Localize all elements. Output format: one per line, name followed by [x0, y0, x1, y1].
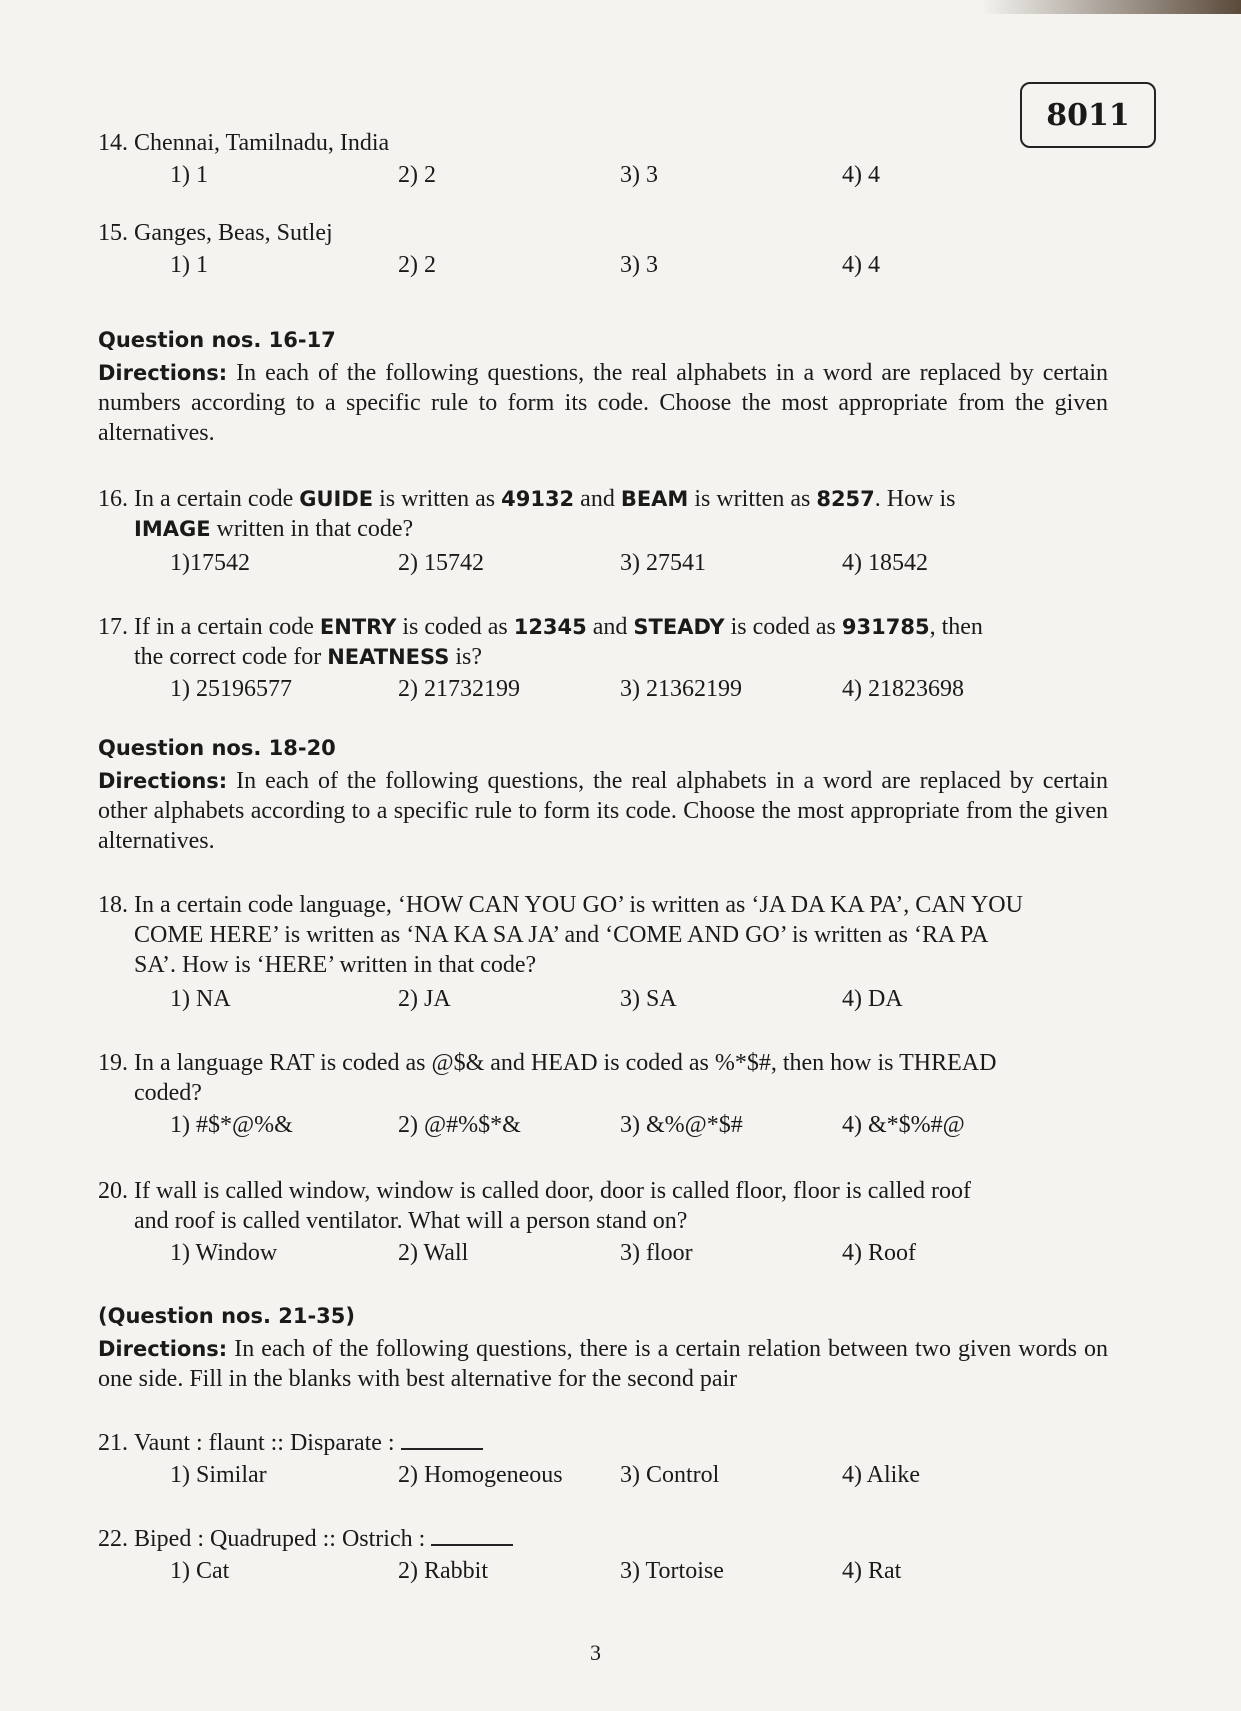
text-part: is? [449, 644, 482, 670]
directions-text: In each of the following questions, there is a certain relation between two given words on one side. Fill in the blanks with best alternative for the second pair [98, 1336, 1108, 1392]
options-20 [170, 1240, 1150, 1272]
keyword: BEAM [620, 487, 689, 511]
question-number: 17. [98, 614, 128, 640]
text-part: and [586, 614, 634, 640]
question-17 [98, 612, 1098, 672]
text-part: and [574, 486, 621, 512]
question-21 [98, 1428, 1098, 1458]
text-part: is coded as [724, 614, 842, 640]
question-text: Vaunt : flaunt :: Disparate : [134, 1430, 395, 1456]
question-text: Biped : Quadruped :: Ostrich : [134, 1526, 426, 1552]
options-15 [170, 252, 1150, 284]
question-number: 15. [98, 220, 128, 246]
option-3[interactable]: 3) 27541 [620, 550, 706, 576]
question-line: In a certain code language, ‘HOW CAN YOU GO’ is written as ‘JA DA KA PA’, CAN YOU [134, 892, 1023, 918]
option-4[interactable]: 4) Rat [842, 1558, 902, 1584]
option-1[interactable]: 1) Window [170, 1240, 278, 1266]
option-2[interactable]: 2) 2 [398, 162, 436, 188]
section-heading: (Question nos. 21-35) [98, 1304, 355, 1328]
option-4[interactable]: 4) Roof [842, 1240, 916, 1266]
option-1[interactable]: 1)17542 [170, 550, 250, 576]
question-line: COME HERE’ is written as ‘NA KA SA JA’ and ‘COME AND GO’ is written as ‘RA PA [134, 922, 989, 948]
question-text: Ganges, Beas, Sutlej [134, 220, 333, 246]
option-3[interactable]: 3) Tortoise [620, 1558, 724, 1584]
option-2[interactable]: 2) 21732199 [398, 676, 520, 702]
text-part: If in a certain code [134, 614, 320, 640]
keyword: STEADY [633, 615, 725, 639]
options-21 [170, 1462, 1150, 1494]
options-22 [170, 1558, 1150, 1590]
question-continuation [98, 642, 1098, 672]
option-4[interactable]: 4) 4 [842, 252, 880, 278]
option-2[interactable]: 2) JA [398, 986, 451, 1012]
section-heading: Question nos. 18-20 [98, 736, 336, 760]
question-number: 22. [98, 1526, 128, 1552]
keyword: 12345 [513, 615, 587, 639]
option-3[interactable]: 3) 3 [620, 162, 658, 188]
answer-blank [431, 1524, 513, 1546]
option-4[interactable]: 4) 4 [842, 162, 880, 188]
text-part: written in that code? [210, 516, 414, 542]
section-heading: Question nos. 16-17 [98, 328, 336, 352]
section-directions [98, 766, 1108, 856]
text-part: , then [929, 614, 983, 640]
option-4[interactable]: 4) &*$%#@ [842, 1112, 965, 1138]
section-directions [98, 358, 1108, 448]
option-3[interactable]: 3) SA [620, 986, 677, 1012]
question-line: In a language RAT is coded as @$& and HEAD is coded as %*$#, then how is THREAD [134, 1050, 997, 1076]
option-4[interactable]: 4) DA [842, 986, 903, 1012]
option-2[interactable]: 2) Wall [398, 1240, 469, 1266]
question-15 [98, 218, 1098, 248]
option-1[interactable]: 1) 1 [170, 252, 208, 278]
question-number: 14. [98, 130, 128, 156]
question-14 [98, 128, 1098, 158]
text-part: . How is [874, 486, 956, 512]
option-1[interactable]: 1) 25196577 [170, 676, 292, 702]
text-part: is written as [373, 486, 502, 512]
option-3[interactable]: 3) Control [620, 1462, 720, 1488]
option-2[interactable]: 2) @#%$*& [398, 1112, 521, 1138]
answer-blank [401, 1428, 483, 1450]
question-number: 18. [98, 892, 128, 918]
options-17 [170, 676, 1150, 708]
question-line: and roof is called ventilator. What will a person stand on? [134, 1208, 688, 1234]
option-1[interactable]: 1) 1 [170, 162, 208, 188]
section-directions [98, 1334, 1108, 1394]
keyword: ENTRY [319, 615, 397, 639]
question-number: 20. [98, 1178, 128, 1204]
text-part: the correct code for [134, 644, 328, 670]
options-14 [170, 162, 1150, 194]
question-text: Chennai, Tamilnadu, India [134, 130, 390, 156]
question-line: SA’. How is ‘HERE’ written in that code? [134, 952, 537, 978]
question-number: 21. [98, 1430, 128, 1456]
text-part: In a certain code [134, 486, 300, 512]
paper-code: 8011 [1046, 97, 1130, 133]
options-19 [170, 1112, 1150, 1144]
text-part: is written as [688, 486, 817, 512]
directions-text: In each of the following questions, the real alphabets in a word are replaced by certain numbers according to a specific rule to form its code. Choose the most appropriate from the given alternatives. [98, 360, 1109, 446]
question-20 [98, 1176, 1098, 1236]
keyword: GUIDE [299, 487, 374, 511]
question-line: If wall is called window, window is called door, door is called floor, floor is called roof [134, 1178, 971, 1204]
option-4[interactable]: 4) 21823698 [842, 676, 964, 702]
option-3[interactable]: 3) 21362199 [620, 676, 742, 702]
option-2[interactable]: 2) Homogeneous [398, 1462, 563, 1488]
question-22 [98, 1524, 1098, 1554]
question-continuation [98, 514, 1098, 544]
question-line: coded? [134, 1080, 202, 1106]
option-1[interactable]: 1) Similar [170, 1462, 267, 1488]
option-3[interactable]: 3) &%@*$# [620, 1112, 743, 1138]
directions-label: Directions: [98, 1337, 228, 1361]
option-2[interactable]: 2) 2 [398, 252, 436, 278]
page-number: 3 [590, 1640, 601, 1665]
keyword: 49132 [501, 487, 575, 511]
question-19 [98, 1048, 1098, 1108]
option-1[interactable]: 1) NA [170, 986, 231, 1012]
option-3[interactable]: 3) floor [620, 1240, 693, 1266]
text-part: is coded as [396, 614, 514, 640]
option-3[interactable]: 3) 3 [620, 252, 658, 278]
directions-text: In each of the following questions, the real alphabets in a word are replaced by certain other alphabets according to a specific rule to form its code. Choose the most appropriate from the given alternatives. [98, 768, 1109, 854]
options-16 [170, 550, 1150, 582]
keyword: NEATNESS [327, 645, 450, 669]
option-4[interactable]: 4) Alike [842, 1462, 920, 1488]
option-2[interactable]: 2) Rabbit [398, 1558, 488, 1584]
page-edge-shadow [981, 0, 1241, 14]
question-18 [98, 890, 1098, 980]
options-18 [170, 986, 1150, 1018]
question-number: 19. [98, 1050, 128, 1076]
option-4[interactable]: 4) 18542 [842, 550, 928, 576]
directions-label: Directions: [98, 769, 228, 793]
keyword: 8257 [816, 487, 875, 511]
keyword: IMAGE [134, 517, 211, 541]
question-number: 16. [98, 486, 128, 512]
keyword: 931785 [841, 615, 930, 639]
directions-label: Directions: [98, 361, 228, 385]
question-16 [98, 484, 1098, 544]
option-1[interactable]: 1) Cat [170, 1558, 230, 1584]
option-2[interactable]: 2) 15742 [398, 550, 484, 576]
option-1[interactable]: 1) #$*@%& [170, 1112, 293, 1138]
